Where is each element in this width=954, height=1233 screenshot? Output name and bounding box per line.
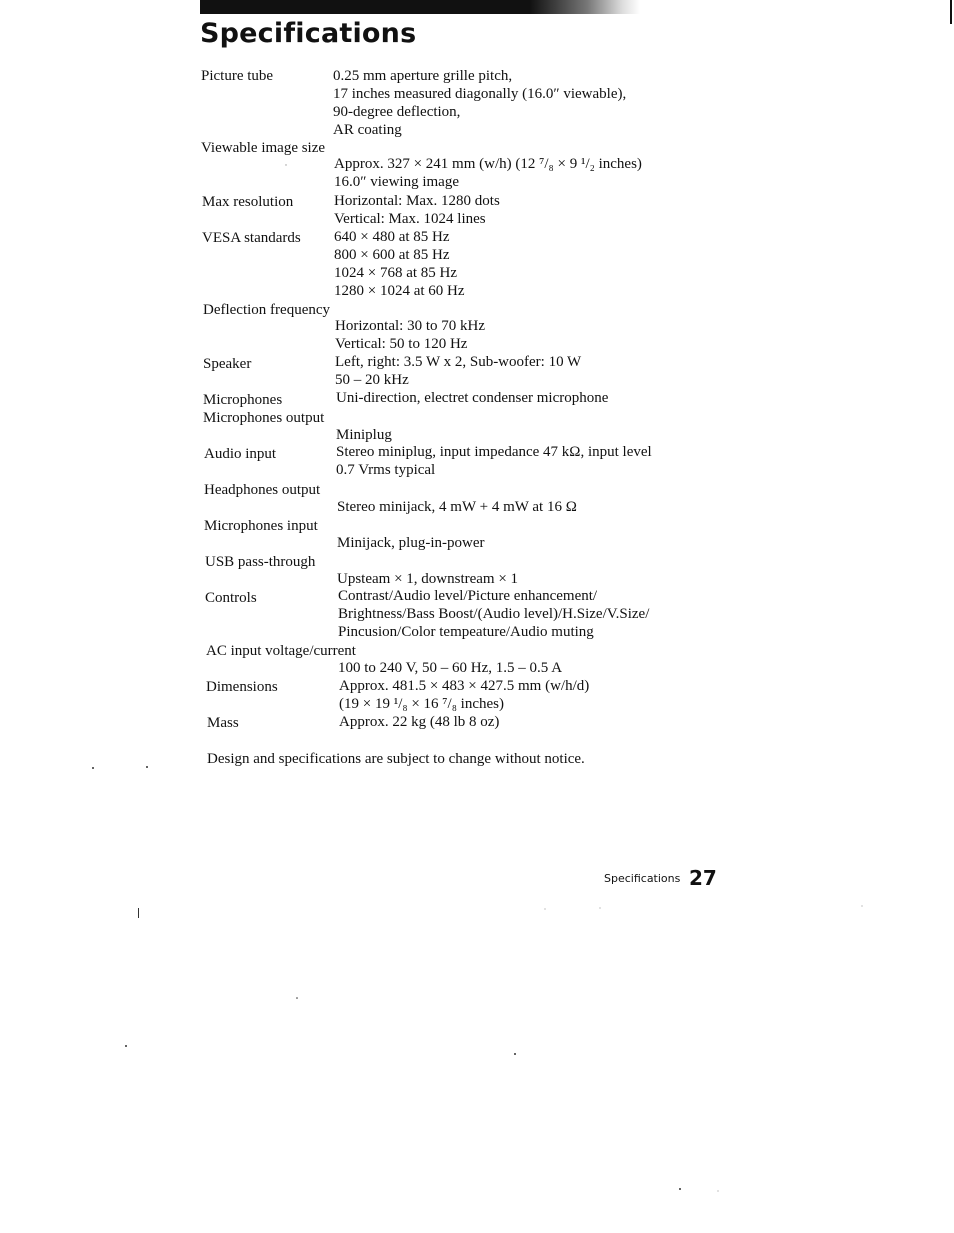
spec-label: Picture tube bbox=[201, 68, 274, 84]
spec-label: Controls bbox=[205, 590, 257, 606]
spec-label: Speaker bbox=[203, 356, 252, 372]
spec-value-line: 100 to 240 V, 50 – 60 Hz, 1.5 – 0.5 A bbox=[338, 660, 563, 676]
spec-value-line: Horizontal: Max. 1280 dots bbox=[334, 193, 500, 209]
spec-value-line: Approx. 327 × 241 mm (w/h) (12 ⁷/₈ × 9 ¹/₂ inches) bbox=[334, 156, 642, 172]
spec-label: Max resolution bbox=[202, 194, 294, 210]
spec-value-line: 640 × 480 at 85 Hz bbox=[334, 229, 450, 245]
spec-value-line: Approx. 22 kg (48 lb 8 oz) bbox=[339, 714, 500, 730]
spec-value-line: Miniplug bbox=[336, 427, 392, 443]
spec-label: AC input voltage/current bbox=[206, 643, 356, 659]
spec-label: Dimensions bbox=[206, 679, 278, 695]
spec-value-line: Upsteam × 1, downstream × 1 bbox=[337, 571, 519, 587]
spec-value-line: 1280 × 1024 at 60 Hz bbox=[334, 283, 465, 299]
spec-value-line: Approx. 481.5 × 483 × 427.5 mm (w/h/d) bbox=[339, 678, 590, 694]
page-number: 27 bbox=[689, 866, 717, 890]
spec-value-line: Vertical: Max. 1024 lines bbox=[334, 211, 486, 227]
spec-value-line: Minijack, plug-in-power bbox=[337, 535, 485, 551]
spec-value-line: 800 × 600 at 85 Hz bbox=[334, 247, 450, 263]
spec-value-line: 17 inches measured diagonally (16.0″ viewable), bbox=[333, 86, 627, 102]
spec-value-line: (19 × 19 ¹/₈ × 16 ⁷/₈ inches) bbox=[339, 696, 504, 712]
spec-label: VESA standards bbox=[202, 230, 301, 246]
spec-value-line: Left, right: 3.5 W x 2, Sub-woofer: 10 W bbox=[335, 354, 582, 370]
spec-value-line: 0.7 Vrms typical bbox=[336, 462, 436, 478]
spec-label: Mass bbox=[207, 715, 239, 731]
footer-section-label: Specifications bbox=[604, 872, 681, 885]
spec-label: USB pass-through bbox=[205, 554, 316, 570]
spec-value-line: Horizontal: 30 to 70 kHz bbox=[335, 318, 485, 334]
spec-label: Microphones output bbox=[203, 410, 325, 426]
spec-value-line: Uni-direction, electret condenser microphone bbox=[336, 390, 609, 406]
disclaimer-note: Design and specifications are subject to change without notice. bbox=[207, 751, 585, 767]
spec-value-line: 0.25 mm aperture grille pitch, bbox=[333, 68, 513, 84]
spec-label: Viewable image size bbox=[201, 140, 326, 156]
spec-label: Microphones input bbox=[204, 518, 318, 534]
page-title: Specifications bbox=[200, 18, 417, 49]
spec-label: Headphones output bbox=[204, 482, 321, 498]
spec-value-line: 90-degree deflection, bbox=[333, 104, 461, 120]
spec-label: Audio input bbox=[204, 446, 277, 462]
spec-value-line: Brightness/Bass Boost/(Audio level)/H.Size/V.Size/ bbox=[338, 606, 650, 622]
spec-value-line: Vertical: 50 to 120 Hz bbox=[335, 336, 468, 352]
spec-value-line: Pincusion/Color tempeature/Audio muting bbox=[338, 624, 594, 640]
spec-value-line: AR coating bbox=[333, 122, 402, 138]
spec-value-line: 50 – 20 kHz bbox=[335, 372, 409, 388]
spec-label: Deflection frequency bbox=[203, 302, 331, 318]
spec-value-line: Stereo miniplug, input impedance 47 kΩ, input level bbox=[336, 444, 652, 460]
spec-value-line: Contrast/Audio level/Picture enhancement/ bbox=[338, 588, 598, 604]
spec-value-line: Stereo minijack, 4 mW + 4 mW at 16 Ω bbox=[337, 499, 577, 515]
spec-label: Microphones bbox=[203, 392, 283, 408]
spec-value-line: 1024 × 768 at 85 Hz bbox=[334, 265, 458, 281]
spec-value-line: 16.0″ viewing image bbox=[334, 174, 459, 190]
